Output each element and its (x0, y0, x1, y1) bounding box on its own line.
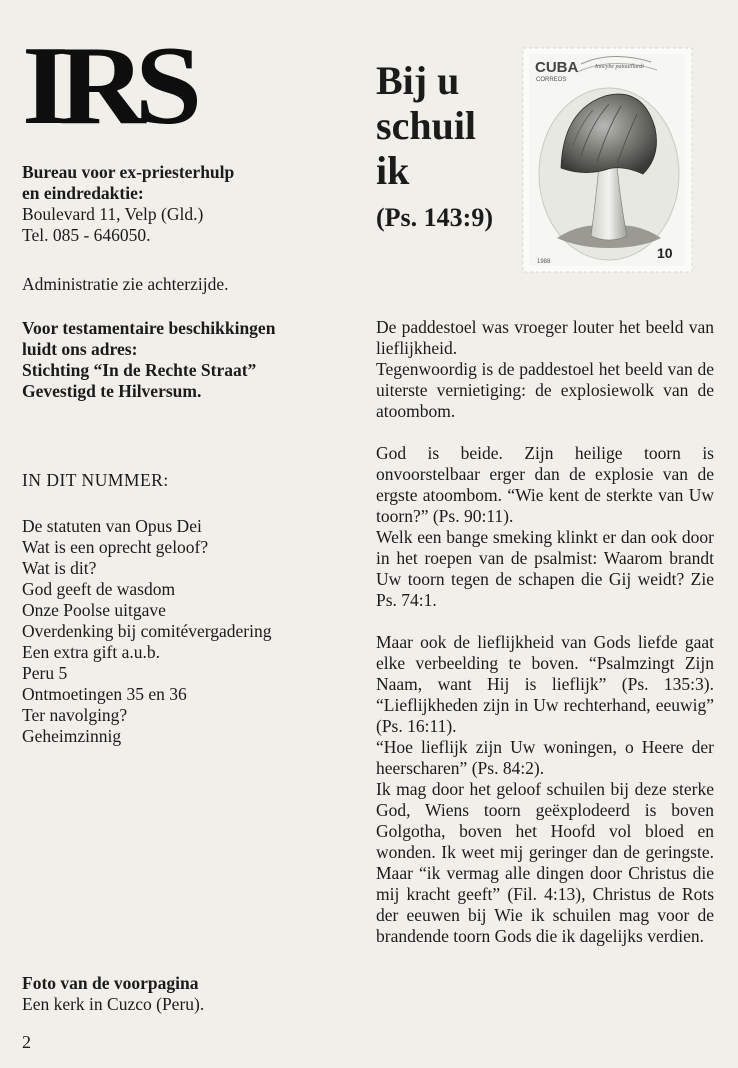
toc-item: Geheimzinnig (22, 726, 122, 746)
toc-item: Ter navolging? (22, 705, 128, 725)
article-paragraph: De paddestoel was vroeger louter het beeld van lieflijkheid. (376, 317, 714, 358)
toc-item: Onze Poolse uitgave (22, 600, 166, 620)
admin-note (22, 274, 352, 295)
logo-block (22, 24, 352, 148)
toc-item: Wat is dit? (22, 558, 97, 578)
contact-title-line1: Bureau voor ex-priesterhulp (22, 162, 235, 182)
article-reference: (Ps. 143:9) (376, 203, 493, 232)
testament-line4: Gevestigd te Hilversum. (22, 381, 202, 401)
stamp-value: 10 (657, 245, 673, 261)
contact-block (22, 162, 352, 246)
stamp-sub: CORREOS (536, 77, 567, 83)
photo-caption-title: Foto van de voorpagina (22, 973, 199, 993)
cuba-mushroom-stamp (521, 46, 694, 274)
article-title-line1: Bij u (376, 58, 460, 103)
article-body (376, 317, 714, 947)
page-number: 2 (22, 1032, 31, 1052)
stamp-country: CUBA (535, 59, 579, 76)
toc-item: Een extra gift a.u.b. (22, 642, 161, 662)
stamp-species: Inocybe patouillardi (595, 64, 644, 70)
article-paragraph: God is beide. Zijn heilige toorn is onvoorstelbaar erger dan de explosie van de ergste atoombom. “Wie kent de sterkte van Uw toorn?” (Ps. 90:11). (376, 443, 714, 526)
toc-item: De statuten van Opus Dei (22, 516, 202, 536)
toc-item: Peru 5 (22, 663, 68, 683)
testament-line3: Stichting “In de Rechte Straat” (22, 360, 257, 380)
photo-caption (22, 973, 352, 1015)
article-paragraph: Tegenwoordig is de paddestoel het beeld van de uiterste vernietiging: de explosiewolk van de atoombom. (376, 359, 714, 421)
photo-caption-text: Een kerk in Cuzco (Peru). (22, 994, 205, 1014)
testament-line2: luidt ons adres: (22, 339, 138, 359)
contact-address: Boulevard 11, Velp (Gld.) (22, 204, 204, 224)
article-paragraph: Welk een bange smeking klinkt er dan ook door in het roepen van de psalmist: Waarom brandt Uw toorn tegen de schapen die Gij weidt? Zie Ps. 74:1. (376, 527, 714, 610)
article-paragraph: “Hoe lieflijk zijn Uw woningen, o Heere der heerscharen” (Ps. 84:2). (376, 737, 714, 778)
toc-item: Overdenking bij comitévergadering (22, 621, 272, 641)
stamp-year: 1988 (537, 259, 551, 265)
toc-item: Ontmoetingen 35 en 36 (22, 684, 187, 704)
testament-line1: Voor testamentaire beschikkingen (22, 318, 276, 338)
article-title-line3: ik (376, 148, 410, 193)
article-paragraph: Ik mag door het geloof schuilen bij deze sterke God, Wiens toorn geëxplodeerd is boven Golgotha, boven het Hoofd vol bloed en wonden. Ik weet mij geringer dan de geringste. Maar “ik vermag alle dingen door Christus die mij kracht geeft” (Fil. 4:13), Christus de Rots der eeuwen bij Wie ik schuilen mag voor de brandende toorn Gods die ik dagelijks verdien. (376, 779, 714, 946)
contact-phone: Tel. 085 - 646050. (22, 225, 151, 245)
admin-note-text: Administratie zie achterzijde. (22, 274, 229, 294)
toc-list (22, 516, 372, 747)
toc-heading: IN DIT NUMMER: (22, 470, 169, 490)
toc-item: Wat is een oprecht geloof? (22, 537, 209, 557)
irs-logo: IRS (22, 24, 192, 148)
toc-heading-block (22, 470, 352, 491)
article-paragraph: Maar ook de lieflijkheid van Gods liefde gaat elke verbeelding te boven. “Psalmzingt Zijn Naam, want Hij is lieflijk” (Ps. 135:3). “Lieflijkheden zijn in Uw rechterhand, eeuwig” (Ps. 16:11). (376, 632, 714, 736)
paragraph-gap (376, 611, 714, 632)
paragraph-gap (376, 422, 714, 443)
article-title-block (376, 58, 516, 233)
article-title-line2: schuil (376, 103, 477, 148)
testament-block (22, 318, 352, 402)
toc-item: God geeft de wasdom (22, 579, 176, 599)
contact-title-line2: en eindredaktie: (22, 183, 144, 203)
